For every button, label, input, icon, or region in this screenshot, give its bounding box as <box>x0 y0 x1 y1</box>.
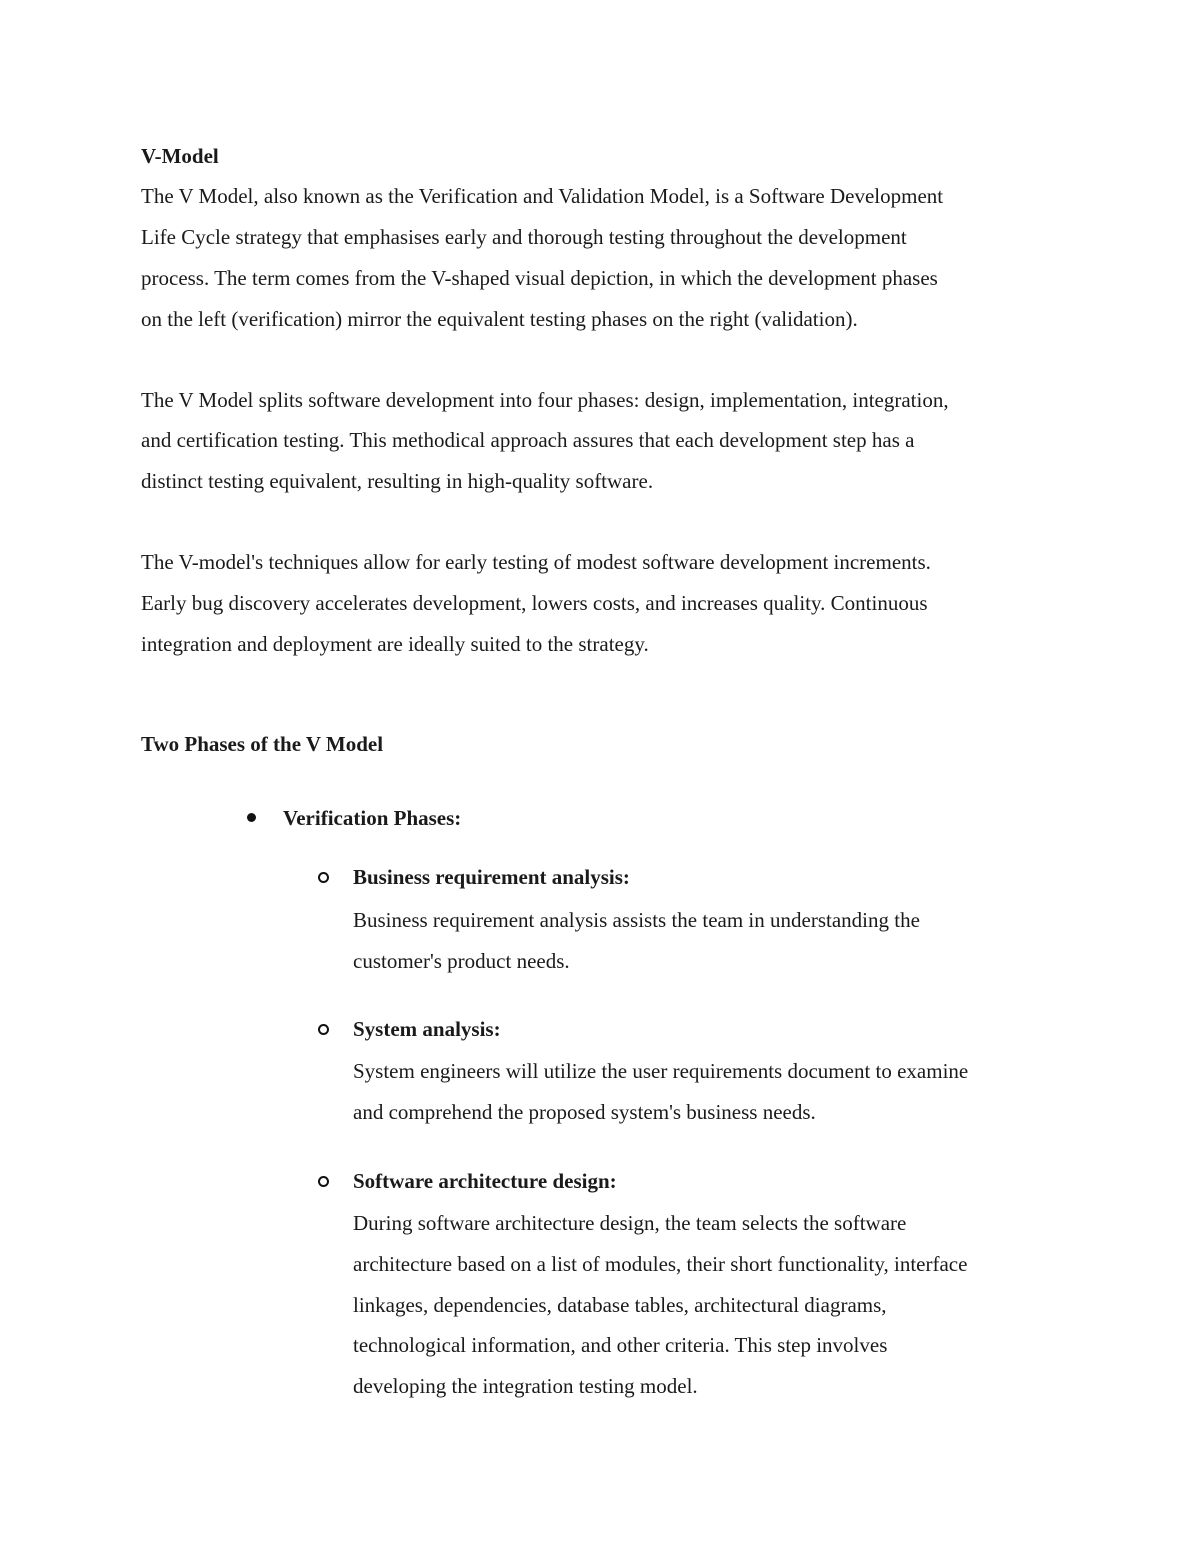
para2-line-3: distinct testing equivalent, resulting in high-quality software. <box>141 469 654 493</box>
para2-line-1: The V Model splits software development into four phases: design, implementation, integration, <box>141 388 949 412</box>
section-heading: Two Phases of the V Model <box>141 732 384 756</box>
intro-line-3: process. The term comes from the V-shaped visual depiction, in which the development phases <box>141 266 938 290</box>
item-body-line: customer's product needs. <box>353 949 570 973</box>
item-body-line: technological information, and other criteria. This step involves <box>353 1333 888 1357</box>
item-body-line: linkages, dependencies, database tables, architectural diagrams, <box>353 1293 887 1317</box>
item-body-line: During software architecture design, the team selects the software <box>353 1211 907 1235</box>
intro-line-1: The V Model, also known as the Verification and Validation Model, is a Software Development <box>141 184 944 208</box>
item-body-line: Business requirement analysis assists the team in understanding the <box>353 908 920 932</box>
disc-bullet-icon <box>247 813 256 822</box>
para3-line-3: integration and deployment are ideally suited to the strategy. <box>141 632 649 656</box>
item-title-business-requirement-analysis: Business requirement analysis: <box>353 865 630 889</box>
document-title: V-Model <box>141 144 219 168</box>
item-body-line: and comprehend the proposed system's business needs. <box>353 1100 816 1124</box>
intro-line-4: on the left (verification) mirror the equivalent testing phases on the right (validation). <box>141 307 858 331</box>
item-body-line: System engineers will utilize the user requirements document to examine <box>353 1059 969 1083</box>
verification-phases-label: Verification Phases: <box>283 806 462 830</box>
circle-bullet-icon <box>318 872 329 883</box>
item-title-software-architecture-design: Software architecture design: <box>353 1169 617 1193</box>
circle-bullet-icon <box>318 1024 329 1035</box>
intro-line-2: Life Cycle strategy that emphasises early and thorough testing throughout the development <box>141 225 907 249</box>
para2-line-2: and certification testing. This methodical approach assures that each development step has a <box>141 428 915 452</box>
item-title-system-analysis: System analysis: <box>353 1017 501 1041</box>
para3-line-1: The V-model's techniques allow for early testing of modest software development increments. <box>141 550 931 574</box>
item-body-line: architecture based on a list of modules, their short functionality, interface <box>353 1252 968 1276</box>
item-body-line: developing the integration testing model. <box>353 1374 698 1398</box>
para3-line-2: Early bug discovery accelerates development, lowers costs, and increases quality. Continuous <box>141 591 928 615</box>
circle-bullet-icon <box>318 1176 329 1187</box>
